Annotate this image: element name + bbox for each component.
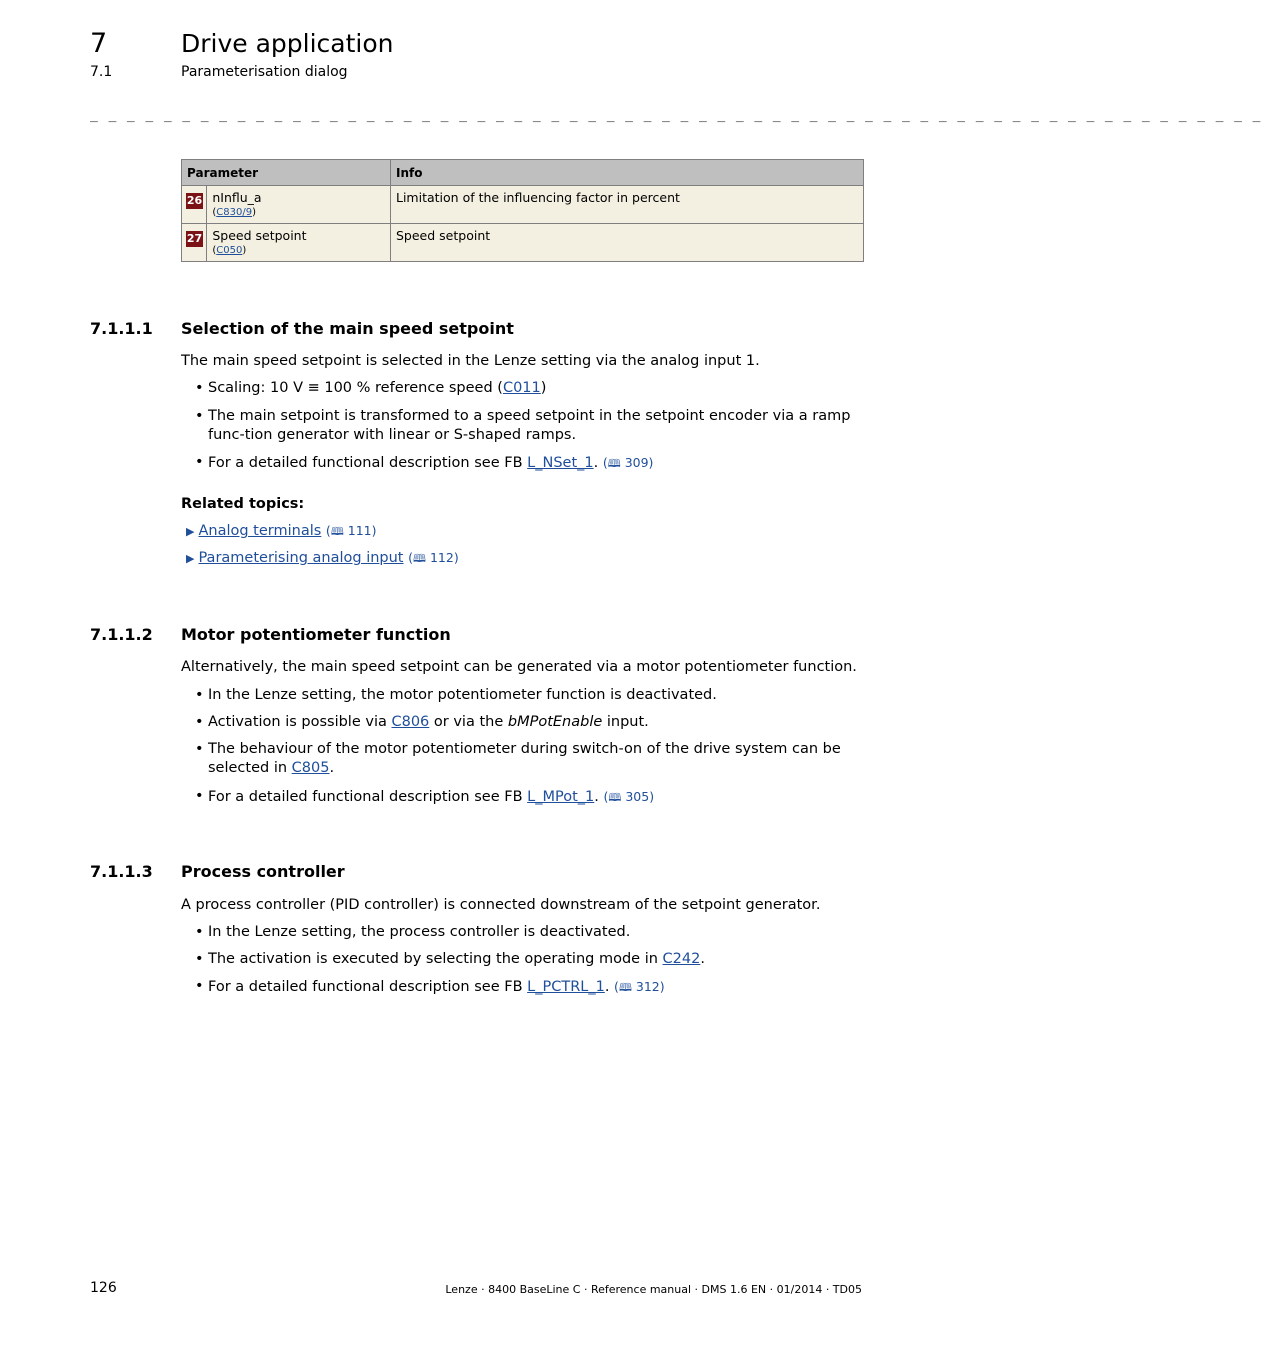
parameter-link-c242[interactable]: C242: [662, 951, 701, 967]
related-topic-parameterising-analog-input[interactable]: ▶ Parameterising analog input (🕮 112): [186, 550, 459, 566]
parameter-table: [181, 159, 864, 262]
triangle-right-icon: ▶: [186, 552, 195, 565]
related-topic-analog-terminals[interactable]: ▶ Analog terminals (🕮 111): [186, 523, 377, 539]
fb-link-l-mpot-1[interactable]: L_MPot_1: [527, 789, 595, 805]
column-header-info: Info: [391, 160, 864, 186]
book-icon: 🕮: [608, 791, 622, 804]
book-icon: 🕮: [413, 552, 426, 565]
table-row: 26 nInflu_a (C830/9) Limitation of the influencing factor in percent: [182, 186, 864, 224]
book-icon: 🕮: [330, 525, 344, 538]
parameter-number-badge: 27: [186, 232, 203, 245]
page-number: 126: [90, 1280, 117, 1296]
parameter-link-c011[interactable]: C011: [502, 380, 541, 396]
page-reference[interactable]: (🕮 111): [325, 523, 377, 538]
section-intro: Alternatively, the main speed setpoint can be generated via a motor potentiometer function.: [181, 659, 857, 675]
table-header-row: [182, 160, 864, 186]
table-row: 27 Speed setpoint (C050) Speed setpoint: [182, 224, 864, 262]
parameter-link-c805[interactable]: C805: [291, 760, 330, 776]
book-icon: 🕮: [607, 457, 621, 470]
parameter-name: nInflu_a: [212, 190, 262, 205]
book-icon: 🕮: [618, 981, 632, 994]
parameter-number-badge: 26: [186, 194, 203, 207]
document-info: Lenze · 8400 BaseLine C · Reference manual · DMS 1.6 EN · 01/2014 · TD05: [445, 1283, 862, 1296]
section-intro: The main speed setpoint is selected in the Lenze setting via the analog input 1.: [181, 353, 760, 369]
related-topics-heading: Related topics:: [181, 496, 305, 512]
parameter-link-c806[interactable]: C806: [391, 714, 430, 730]
fb-link-l-pctrl-1[interactable]: L_PCTRL_1: [527, 979, 605, 995]
parameter-code-link[interactable]: C050: [216, 245, 243, 256]
page-reference[interactable]: (🕮 312): [614, 979, 665, 994]
fb-link-l-nset-1[interactable]: L_NSet_1: [527, 455, 594, 471]
chapter-number: 7: [90, 28, 108, 59]
parameter-code-link[interactable]: C830/9: [216, 207, 253, 218]
parameter-name: Speed setpoint: [212, 228, 307, 243]
column-header-parameter: Parameter: [182, 160, 391, 186]
section-intro: A process controller (PID controller) is connected downstream of the setpoint generator.: [181, 897, 821, 913]
parameter-info: Speed setpoint: [391, 224, 864, 262]
page-reference[interactable]: (🕮 112): [408, 550, 459, 565]
triangle-right-icon: ▶: [186, 525, 195, 538]
chapter-title: Drive application: [181, 29, 394, 58]
section-title: Parameterisation dialog: [181, 64, 348, 80]
section-number: 7.1: [90, 64, 113, 80]
parameter-info: Limitation of the influencing factor in percent: [391, 186, 864, 224]
page-reference[interactable]: (🕮 305): [603, 789, 655, 804]
page-reference[interactable]: (🕮 309): [602, 455, 654, 470]
header-rule: _ _ _ _ _ _ _ _ _ _ _ _ _ _ _ _ _ _ _ _ _ _ _ _ _ _ _ _ _ _ _ _ _ _ _ _ _ _ _ _ _ _ _ _ _ _ _ _ _ _ _ _ _ _ _ _ _ _ _ _ _ _ _ _: [90, 108, 1262, 123]
